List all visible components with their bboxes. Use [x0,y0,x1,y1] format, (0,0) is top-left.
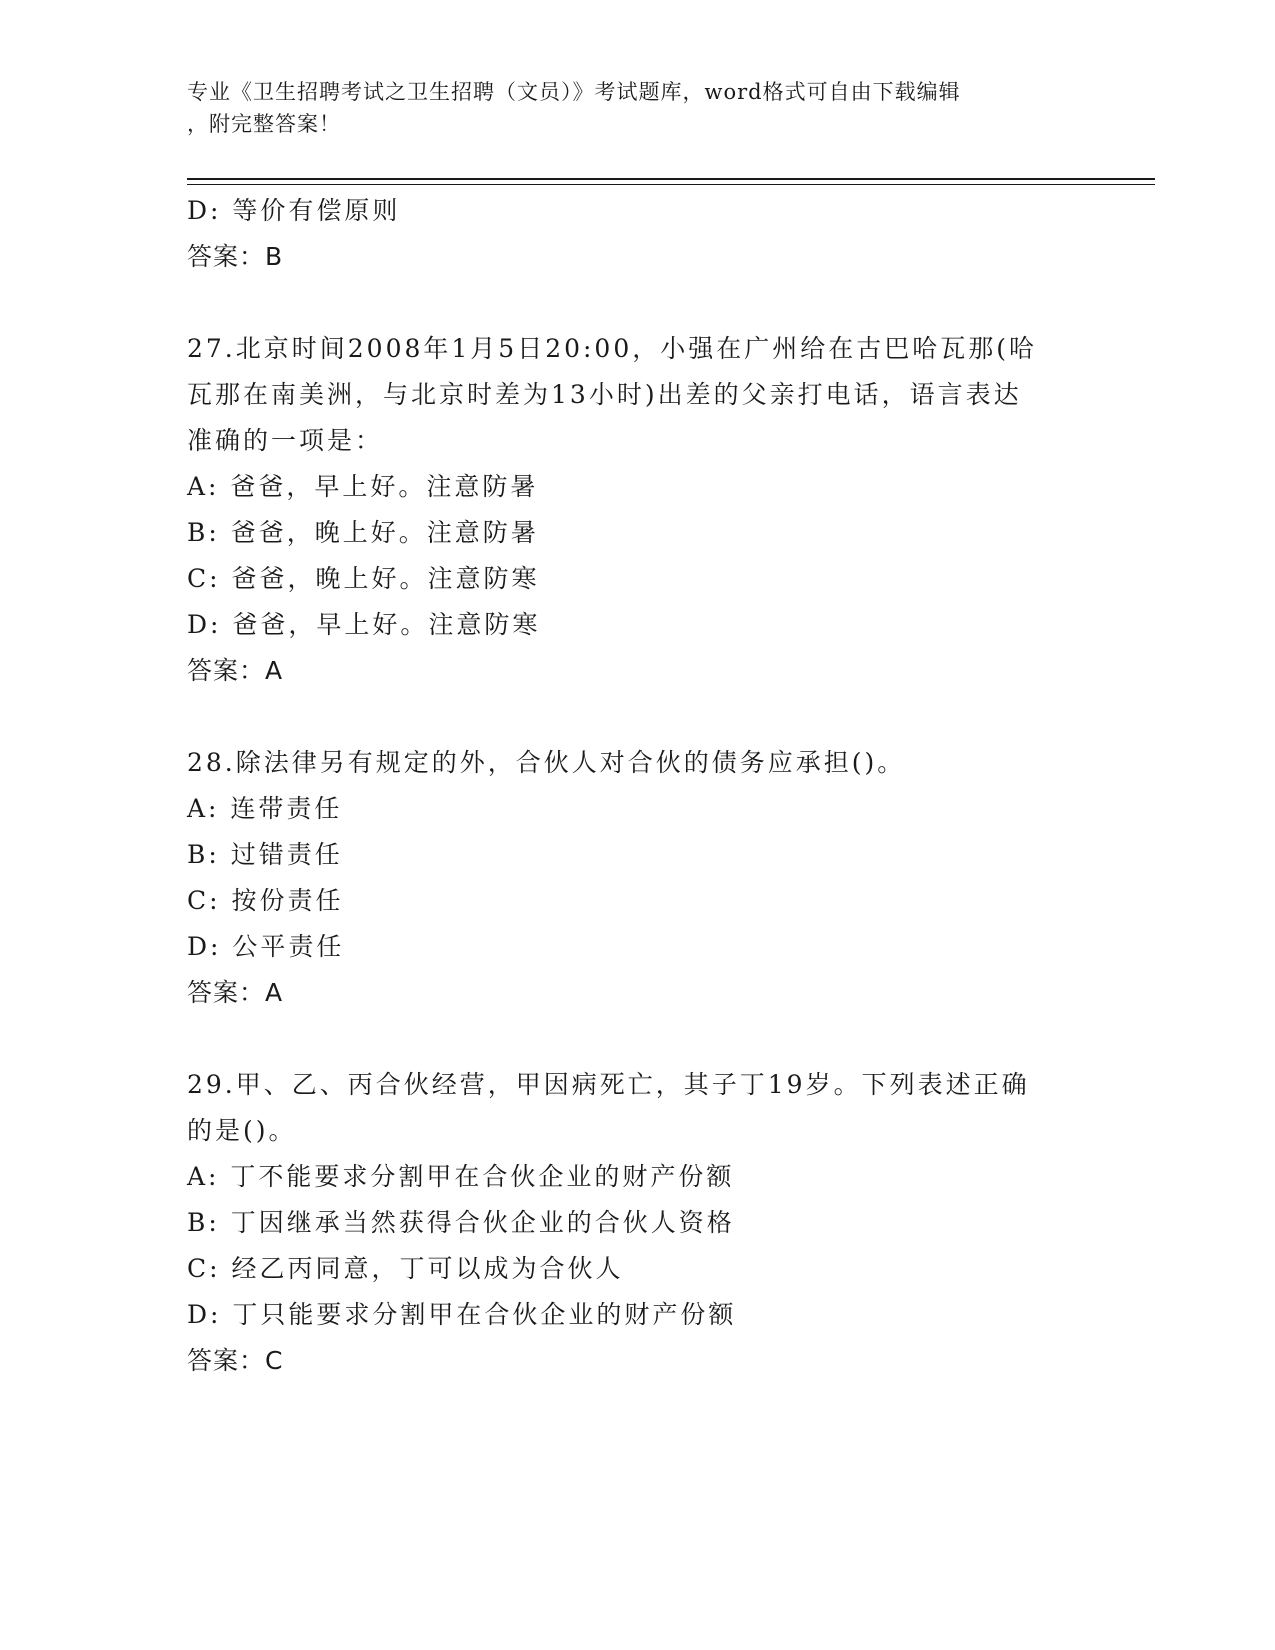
answer: 答案：B [187,242,284,271]
option-b: B: 过错责任 [187,840,343,869]
document-body [187,188,1067,1384]
question-text-line-3: 准确的一项是： [187,426,384,455]
header-line-2: ，附完整答案！ [187,112,341,136]
question-text-line-1: 29.甲、乙、丙合伙经营，甲因病死亡，其子丁19岁。下列表述正确 [187,1070,1030,1099]
option-a: A: 连带责任 [187,794,343,823]
header-divider-thin [187,184,1155,185]
answer: 答案：A [187,656,284,685]
answer: 答案：A [187,978,284,1007]
option-c: C: 爸爸，晚上好。注意防寒 [187,564,540,593]
option-a: A: 丁不能要求分割甲在合伙企业的财产份额 [187,1162,735,1191]
question-text-line-2: 瓦那在南美洲，与北京时差为13小时)出差的父亲打电话，语言表达 [187,380,1022,409]
question-prev [187,188,1067,280]
spacer [187,1016,1067,1062]
option-c: C: 按份责任 [187,886,344,915]
document-header [187,76,1067,140]
option-d: D: 等价有偿原则 [187,196,401,225]
answer: 答案：C [187,1346,284,1375]
question-27 [187,326,1067,694]
option-b: B: 丁因继承当然获得合伙企业的合伙人资格 [187,1208,735,1237]
question-text-line-1: 27.北京时间2008年1月5日20:00，小强在广州给在古巴哈瓦那(哈 [187,334,1037,363]
option-d: D: 公平责任 [187,932,345,961]
option-d: D: 爸爸，早上好。注意防寒 [187,610,541,639]
spacer [187,280,1067,326]
option-c: C: 经乙丙同意，丁可以成为合伙人 [187,1254,624,1283]
option-a: A: 爸爸，早上好。注意防暑 [187,472,539,501]
option-d: D: 丁只能要求分割甲在合伙企业的财产份额 [187,1300,737,1329]
question-29 [187,1062,1067,1384]
header-divider-thick [187,178,1155,180]
option-b: B: 爸爸，晚上好。注意防暑 [187,518,539,547]
header-line-1: 专业《卫生招聘考试之卫生招聘（文员）》考试题库，word格式可自由下载编辑 [187,80,961,104]
question-28 [187,740,1067,1016]
question-text-line-2: 的是()。 [187,1116,297,1145]
question-text-line-1: 28.除法律另有规定的外，合伙人对合伙的债务应承担()。 [187,748,906,777]
spacer [187,694,1067,740]
